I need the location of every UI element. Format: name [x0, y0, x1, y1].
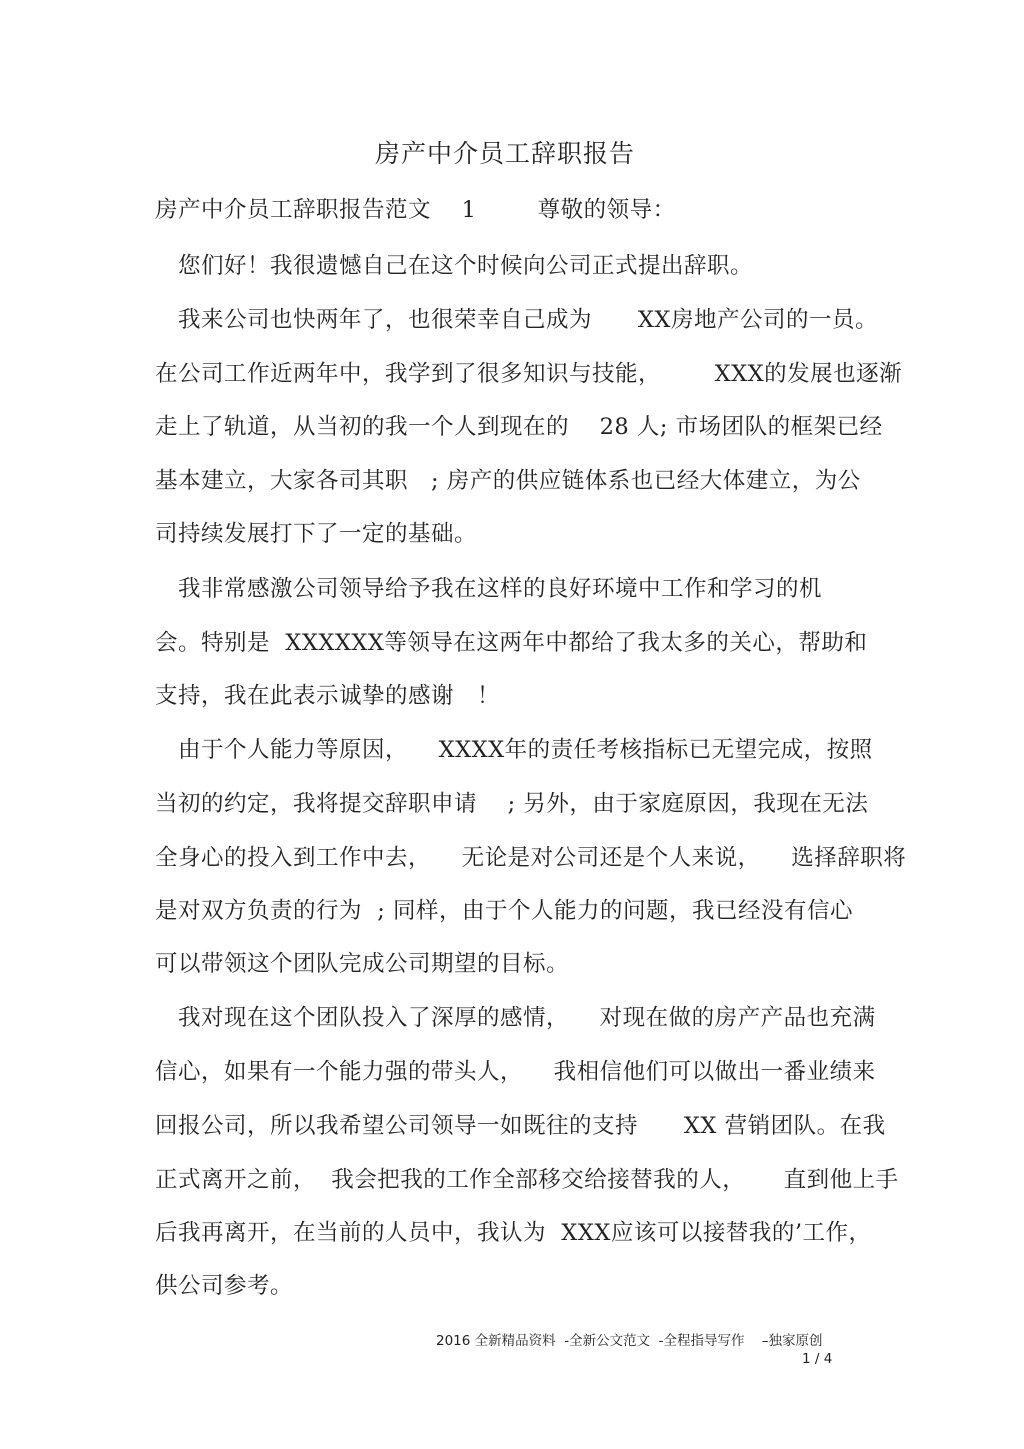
text-line: 供公司参考。 [155, 1273, 294, 1299]
text-line: 会。特别是 XXXXXX等领导在这两年中都给了我太多的关心，帮助和 [155, 630, 868, 656]
text-line: 在公司工作近两年中，我学到了很多知识与技能， XXX的发展也逐渐 [155, 361, 903, 387]
document-title: 房产中介员工辞职报告 [374, 139, 635, 168]
text-line: 正式离开之前， 我会把我的工作全部移交给接替我的人， 直到他上手 [155, 1167, 899, 1193]
text-line: 由于个人能力等原因， XXXX年的责任考核指标已无望完成，按照 [178, 737, 873, 763]
text-line: 您们好！我很遗憾自己在这个时候向公司正式提出辞职。 [178, 253, 754, 279]
text-line: 是对双方负责的行为 ; 同样，由于个人能力的问题，我已经没有信心 [155, 898, 854, 924]
text-line: 全身心的投入到工作中去， 无论是对公司还是个人来说， 选择辞职将 [155, 845, 907, 871]
footer-text: 2016 全新精品资料 -全新公文范文 -全程指导写作 –独家原创 [436, 1333, 823, 1349]
text-line: 回报公司，所以我希望公司领导一如既往的支持 XX 营销团队。在我 [155, 1113, 886, 1139]
text-line: 后我再离开，在当前的人员中，我认为 XXX应该可以接替我的’工作， [155, 1220, 872, 1246]
text-line: 走上了轨道，从当初的我一个人到现在的 28 人; 市场团队的框架已经 [155, 414, 883, 440]
text-line: 信心，如果有一个能力强的带头人， 我相信他们可以做出一番业绩来 [155, 1059, 876, 1085]
text-line: 可以带领这个团队完成公司期望的目标。 [155, 951, 570, 977]
text-line: 支持，我在此表示诚挚的感谢 ！ [155, 683, 500, 709]
text-line: 我来公司也快两年了，也很荣幸自己成为 XX房地产公司的一员。 [178, 307, 878, 333]
text-line: 司持续发展打下了一定的基础。 [155, 521, 478, 547]
text-line: 我对现在这个团队投入了深厚的感情， 对现在做的房产产品也充满 [178, 1005, 876, 1031]
text-line: 房产中介员工辞职报告范文 1 尊敬的领导： [155, 197, 676, 223]
text-line: 基本建立，大家各司其职 ; 房产的供应链体系也已经大体建立，为公 [155, 468, 861, 494]
text-line: 我非常感激公司领导给予我在这样的良好环境中工作和学习的机 [178, 576, 823, 602]
text-line: 当初的约定，我将提交辞职申请 ; 另外，由于家庭原因，我现在无法 [155, 791, 869, 817]
page-number: 1 / 4 [802, 1351, 833, 1367]
